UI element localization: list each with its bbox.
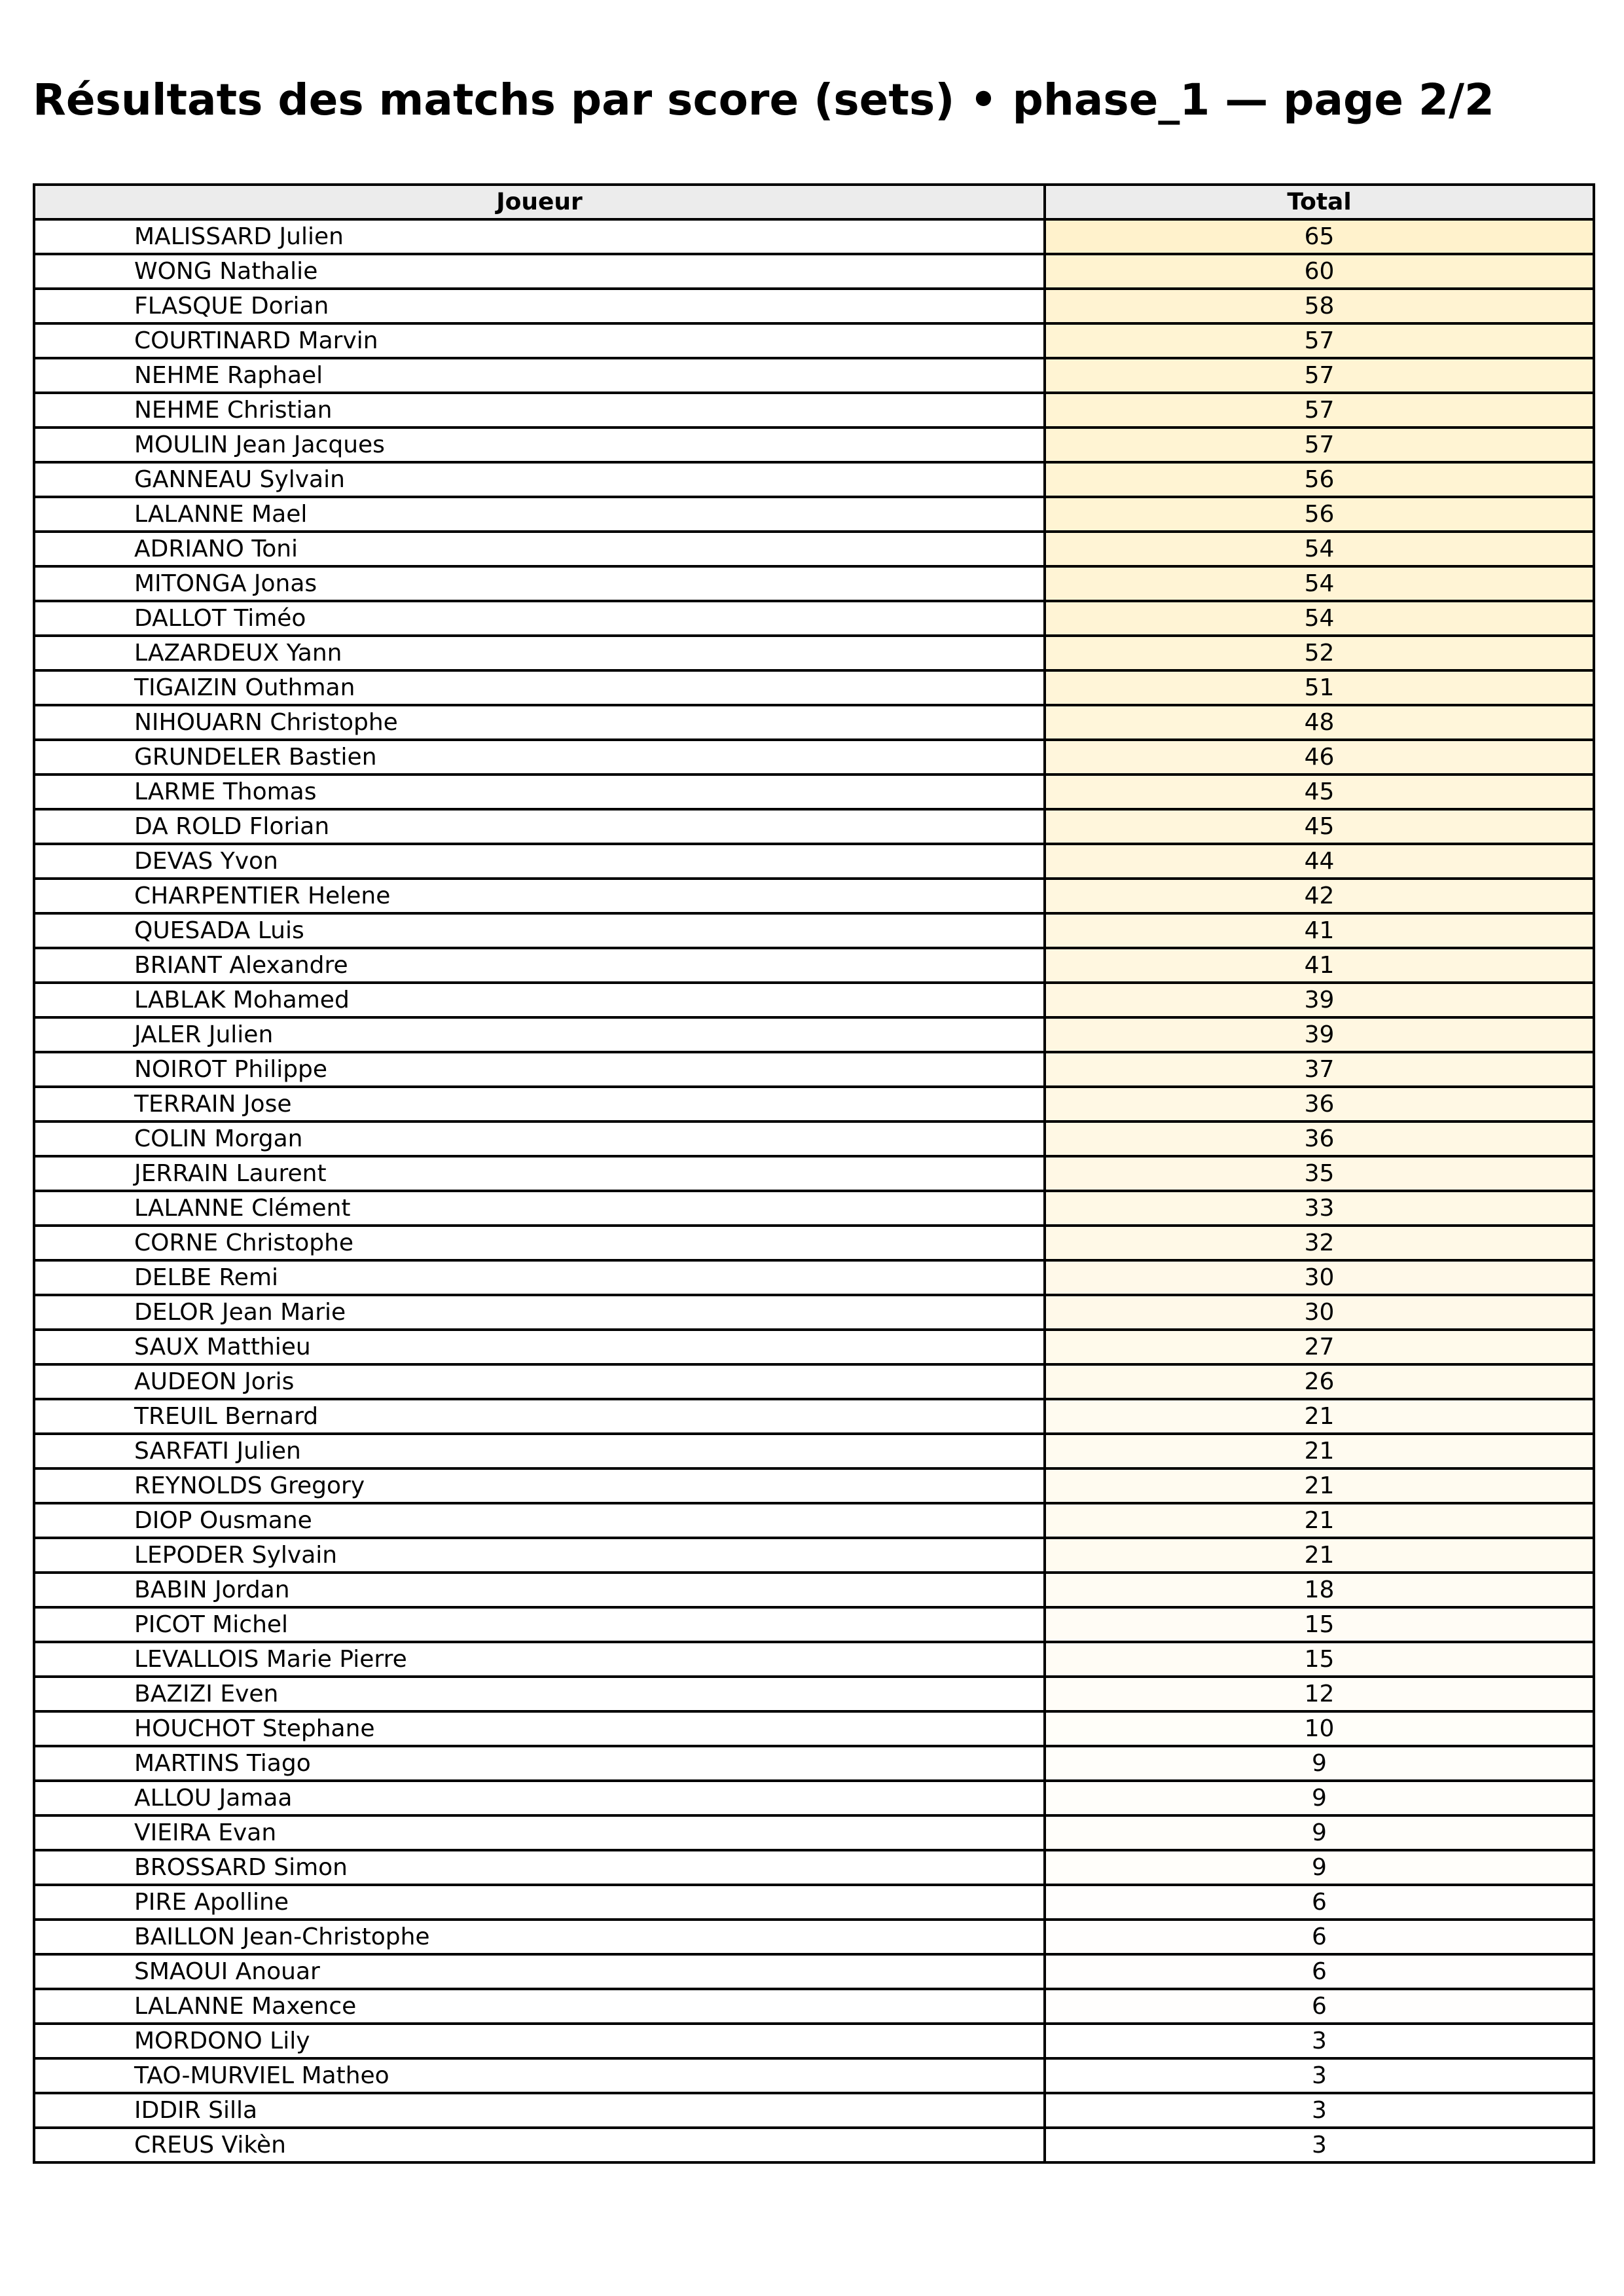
total-cell: 21 (1045, 1503, 1594, 1538)
table-row (34, 1399, 1594, 1434)
column-header-total: Total (1045, 185, 1594, 219)
table-row (34, 1850, 1594, 1885)
total-cell: 39 (1045, 1017, 1594, 1052)
total-cell: 21 (1045, 1538, 1594, 1573)
total-cell: 6 (1045, 1989, 1594, 2024)
player-name-cell: MARTINS Tiago (34, 1746, 1045, 1781)
total-cell: 57 (1045, 323, 1594, 358)
table-row (34, 601, 1594, 636)
total-cell: 57 (1045, 358, 1594, 393)
player-name-cell: PIRE Apolline (34, 1885, 1045, 1920)
player-name-cell: CORNE Christophe (34, 1226, 1045, 1260)
total-cell: 6 (1045, 1920, 1594, 1954)
player-name-cell: DIOP Ousmane (34, 1503, 1045, 1538)
total-cell: 57 (1045, 393, 1594, 428)
player-name-cell: IDDIR Silla (34, 2093, 1045, 2128)
total-cell: 48 (1045, 705, 1594, 740)
total-cell: 21 (1045, 1399, 1594, 1434)
player-name-cell: QUESADA Luis (34, 913, 1045, 948)
table-row (34, 1538, 1594, 1573)
total-cell: 54 (1045, 601, 1594, 636)
table-row (34, 636, 1594, 670)
player-name-cell: PICOT Michel (34, 1607, 1045, 1642)
total-cell: 3 (1045, 2024, 1594, 2058)
table-row (34, 323, 1594, 358)
total-cell: 52 (1045, 636, 1594, 670)
total-cell: 37 (1045, 1052, 1594, 1087)
player-name-cell: ADRIANO Toni (34, 532, 1045, 566)
total-cell: 35 (1045, 1156, 1594, 1191)
table-row (34, 1503, 1594, 1538)
table-row (34, 1191, 1594, 1226)
total-cell: 15 (1045, 1607, 1594, 1642)
player-name-cell: COLIN Morgan (34, 1121, 1045, 1156)
player-name-cell: LEPODER Sylvain (34, 1538, 1045, 1573)
total-cell: 57 (1045, 428, 1594, 462)
table-row (34, 1573, 1594, 1607)
table-row (34, 1156, 1594, 1191)
total-cell: 45 (1045, 774, 1594, 809)
player-name-cell: TAO-MURVIEL Matheo (34, 2058, 1045, 2093)
total-cell: 6 (1045, 1954, 1594, 1989)
player-name-cell: BROSSARD Simon (34, 1850, 1045, 1885)
player-name-cell: CHARPENTIER Helene (34, 879, 1045, 913)
table-row (34, 2093, 1594, 2128)
player-name-cell: WONG Nathalie (34, 254, 1045, 289)
page-title: Résultats des matchs par score (sets) • phase_1 — page 2/2 (33, 75, 1494, 125)
total-cell: 42 (1045, 879, 1594, 913)
table-row (34, 740, 1594, 774)
results-table (33, 183, 1595, 2164)
table-row (34, 2058, 1594, 2093)
player-name-cell: BABIN Jordan (34, 1573, 1045, 1607)
total-cell: 9 (1045, 1850, 1594, 1885)
player-name-cell: DELOR Jean Marie (34, 1295, 1045, 1330)
table-row (34, 1052, 1594, 1087)
total-cell: 46 (1045, 740, 1594, 774)
player-name-cell: MOULIN Jean Jacques (34, 428, 1045, 462)
table-body (34, 219, 1594, 2162)
table-row (34, 1920, 1594, 1954)
player-name-cell: LAZARDEUX Yann (34, 636, 1045, 670)
table-row (34, 879, 1594, 913)
player-name-cell: MALISSARD Julien (34, 219, 1045, 254)
table-row (34, 1226, 1594, 1260)
player-name-cell: BAILLON Jean-Christophe (34, 1920, 1045, 1954)
table-row (34, 428, 1594, 462)
table-row (34, 1121, 1594, 1156)
player-name-cell: NEHME Raphael (34, 358, 1045, 393)
player-name-cell: TERRAIN Jose (34, 1087, 1045, 1121)
total-cell: 41 (1045, 948, 1594, 983)
total-cell: 30 (1045, 1295, 1594, 1330)
table-row (34, 2128, 1594, 2162)
table-row (34, 705, 1594, 740)
player-name-cell: AUDEON Joris (34, 1364, 1045, 1399)
player-name-cell: REYNOLDS Gregory (34, 1468, 1045, 1503)
player-name-cell: LALANNE Mael (34, 497, 1045, 532)
player-name-cell: LALANNE Clément (34, 1191, 1045, 1226)
table-row (34, 1711, 1594, 1746)
player-name-cell: DELBE Remi (34, 1260, 1045, 1295)
total-cell: 65 (1045, 219, 1594, 254)
player-name-cell: JERRAIN Laurent (34, 1156, 1045, 1191)
total-cell: 21 (1045, 1434, 1594, 1468)
table-row (34, 462, 1594, 497)
table-row (34, 219, 1594, 254)
table-row (34, 1885, 1594, 1920)
player-name-cell: DEVAS Yvon (34, 844, 1045, 879)
table-row (34, 1260, 1594, 1295)
table-row (34, 1677, 1594, 1711)
table-row (34, 844, 1594, 879)
table-row (34, 254, 1594, 289)
player-name-cell: TREUIL Bernard (34, 1399, 1045, 1434)
table-row (34, 670, 1594, 705)
player-name-cell: COURTINARD Marvin (34, 323, 1045, 358)
player-name-cell: NIHOUARN Christophe (34, 705, 1045, 740)
player-name-cell: NOIROT Philippe (34, 1052, 1045, 1087)
player-name-cell: MORDONO Lily (34, 2024, 1045, 2058)
table-row (34, 983, 1594, 1017)
table-row (34, 913, 1594, 948)
table-row (34, 566, 1594, 601)
total-cell: 21 (1045, 1468, 1594, 1503)
table-row (34, 393, 1594, 428)
table-row (34, 1087, 1594, 1121)
table-row (34, 1295, 1594, 1330)
table-row (34, 1330, 1594, 1364)
player-name-cell: JALER Julien (34, 1017, 1045, 1052)
total-cell: 54 (1045, 566, 1594, 601)
table-row (34, 1468, 1594, 1503)
column-header-player: Joueur (34, 185, 1045, 219)
total-cell: 6 (1045, 1885, 1594, 1920)
total-cell: 30 (1045, 1260, 1594, 1295)
table-row (34, 1434, 1594, 1468)
player-name-cell: SARFATI Julien (34, 1434, 1045, 1468)
player-name-cell: DALLOT Timéo (34, 601, 1045, 636)
player-name-cell: FLASQUE Dorian (34, 289, 1045, 323)
total-cell: 36 (1045, 1121, 1594, 1156)
table-row (34, 1989, 1594, 2024)
player-name-cell: BAZIZI Even (34, 1677, 1045, 1711)
total-cell: 3 (1045, 2093, 1594, 2128)
player-name-cell: SMAOUI Anouar (34, 1954, 1045, 1989)
total-cell: 54 (1045, 532, 1594, 566)
total-cell: 56 (1045, 462, 1594, 497)
table-row (34, 1746, 1594, 1781)
total-cell: 9 (1045, 1815, 1594, 1850)
total-cell: 36 (1045, 1087, 1594, 1121)
player-name-cell: LALANNE Maxence (34, 1989, 1045, 2024)
total-cell: 18 (1045, 1573, 1594, 1607)
table-row (34, 1815, 1594, 1850)
total-cell: 33 (1045, 1191, 1594, 1226)
player-name-cell: MITONGA Jonas (34, 566, 1045, 601)
total-cell: 41 (1045, 913, 1594, 948)
total-cell: 3 (1045, 2058, 1594, 2093)
total-cell: 27 (1045, 1330, 1594, 1364)
total-cell: 26 (1045, 1364, 1594, 1399)
player-name-cell: LABLAK Mohamed (34, 983, 1045, 1017)
table-row (34, 1781, 1594, 1815)
total-cell: 32 (1045, 1226, 1594, 1260)
total-cell: 58 (1045, 289, 1594, 323)
table-row (34, 1607, 1594, 1642)
table-row (34, 809, 1594, 844)
player-name-cell: SAUX Matthieu (34, 1330, 1045, 1364)
player-name-cell: BRIANT Alexandre (34, 948, 1045, 983)
player-name-cell: DA ROLD Florian (34, 809, 1045, 844)
player-name-cell: ALLOU Jamaa (34, 1781, 1045, 1815)
table-row (34, 1642, 1594, 1677)
table-row (34, 497, 1594, 532)
player-name-cell: NEHME Christian (34, 393, 1045, 428)
total-cell: 9 (1045, 1781, 1594, 1815)
player-name-cell: GANNEAU Sylvain (34, 462, 1045, 497)
player-name-cell: HOUCHOT Stephane (34, 1711, 1045, 1746)
player-name-cell: VIEIRA Evan (34, 1815, 1045, 1850)
table-header (34, 185, 1594, 219)
table-row (34, 532, 1594, 566)
total-cell: 10 (1045, 1711, 1594, 1746)
player-name-cell: GRUNDELER Bastien (34, 740, 1045, 774)
player-name-cell: TIGAIZIN Outhman (34, 670, 1045, 705)
table-row (34, 948, 1594, 983)
total-cell: 9 (1045, 1746, 1594, 1781)
player-name-cell: LEVALLOIS Marie Pierre (34, 1642, 1045, 1677)
total-cell: 45 (1045, 809, 1594, 844)
total-cell: 60 (1045, 254, 1594, 289)
player-name-cell: CREUS Vikèn (34, 2128, 1045, 2162)
header-row (34, 185, 1594, 219)
total-cell: 51 (1045, 670, 1594, 705)
table-row (34, 2024, 1594, 2058)
table-row (34, 1954, 1594, 1989)
total-cell: 39 (1045, 983, 1594, 1017)
total-cell: 56 (1045, 497, 1594, 532)
total-cell: 15 (1045, 1642, 1594, 1677)
total-cell: 12 (1045, 1677, 1594, 1711)
total-cell: 44 (1045, 844, 1594, 879)
table-row (34, 774, 1594, 809)
table-row (34, 289, 1594, 323)
table-row (34, 1364, 1594, 1399)
total-cell: 3 (1045, 2128, 1594, 2162)
table-row (34, 1017, 1594, 1052)
table-row (34, 358, 1594, 393)
player-name-cell: LARME Thomas (34, 774, 1045, 809)
